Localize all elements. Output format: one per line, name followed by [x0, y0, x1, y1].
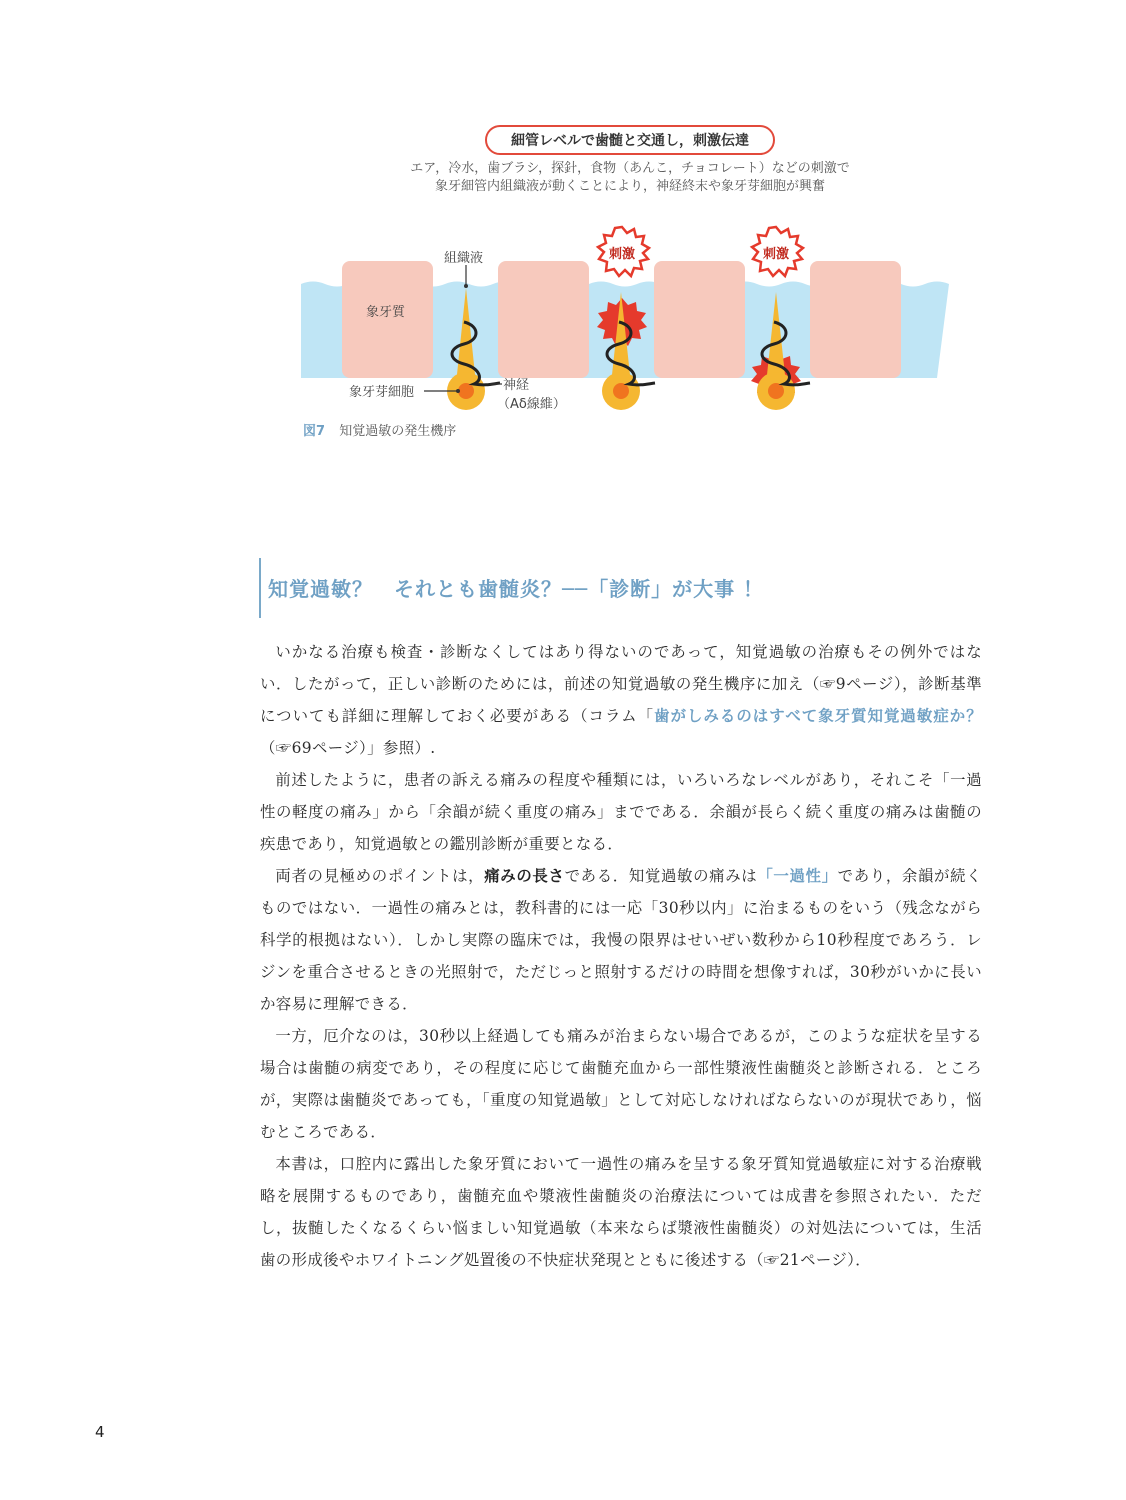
nerve-label: 神経	[503, 378, 530, 393]
paragraph: 本書は，口腔内に露出した象牙質において一過性の痛みを呈する象牙質知覚過敏症に対する治療戦略を展開するものであり，歯髄充血や漿液性歯髄炎の治療法については成書を参照されたい．ただし，抜髄したくなるくらい悩ましい知覚過敏（本来ならば漿液性歯髄炎）の対処法については，生活歯の形成後やホワイトニング処置後の不快症状発現とともに後述する（☞21ページ）．	[260, 1155, 982, 1269]
dentin-block	[810, 261, 901, 378]
paragraph: 前述したように，患者の訴える痛みの程度や種類には，いろいろなレベルがあり，それこそ「一過性の軽度の痛み」から「余韻が続く重度の痛み」までである．余韻が長らく続く重度の痛みは歯髄の疾患であり，知覚過敏との鑑別診断が重要となる．	[260, 771, 982, 853]
fluid-label: 組織液	[444, 251, 484, 266]
figure-description-line: エア，冷水，歯ブラシ，探針，食物（あんこ，チョコレート）などの刺激で	[410, 161, 850, 176]
hypersensitivity-mechanism-diagram	[0, 0, 1126, 460]
paragraph-text: いかなる治療も検査・診断なくしてはあり得ないのであって，知覚過敏の治療もその例外ではない．したがって，正しい診断のためには，前述の知覚過敏の発生機序に加え（☞9ページ），診断基準についても詳細に理解しておく必要がある（コラム「	[260, 643, 982, 725]
section-accent-bar	[259, 558, 261, 618]
paragraph: 一方，厄介なのは，30秒以上経過しても痛みが治まらない場合であるが，このような症状を呈する場合は歯髄の病変であり，その程度に応じて歯髄充血から一部性漿液性歯髄炎と診断される．ところが，実際は歯髄炎であっても，「重度の知覚過敏」として対応しなければならないのが現状であり，悩むところである．	[260, 1027, 982, 1141]
highlight-text: 「一過性」	[757, 867, 838, 885]
paragraph-text: 両者の見極めのポイントは，	[275, 867, 485, 885]
odontoblast-label: 象牙芽細胞	[349, 385, 415, 400]
stimulus-label: 刺激	[608, 247, 636, 262]
article-body	[260, 636, 982, 1276]
column-reference: 歯がしみるのはすべて象牙質知覚過敏症か？	[654, 707, 982, 725]
figure-header-text: 細管レベルで歯髄と交通し，刺激伝達	[511, 133, 749, 149]
paragraph	[260, 636, 982, 764]
figure-number: 図7	[303, 424, 326, 439]
stimulus-label: 刺激	[762, 247, 790, 262]
emphasis-text: 痛みの長さ	[484, 867, 565, 885]
paragraph-text: （☞69ページ）」参照）.	[260, 739, 436, 757]
page-number: 4	[95, 1423, 105, 1441]
nerve-type-label: （Aδ線維）	[497, 397, 566, 412]
section-title: 知覚過敏？ それとも歯髄炎？──「診断」が大事 ！	[268, 577, 765, 601]
dentin-label: 象牙質	[366, 305, 406, 320]
odontoblast-nucleus	[613, 383, 629, 399]
figure-caption	[303, 420, 456, 439]
paragraph-text: である．知覚過敏の痛みは	[564, 867, 758, 885]
paragraph-text: であり，余韻が続くものではない．一過性の痛みとは，教科書的には一応「30秒以内」に治まるものをいう（残念ながら科学的根拠はない）．しかし実際の臨床では，我慢の限界はせいぜい数秒から10秒程度であろう．レジンを重合させるときの光照射で，ただじっと照射するだけの時間を想像すれば，30秒がいかに長いか容易に理解できる．	[260, 867, 982, 1013]
paragraph	[260, 860, 982, 1020]
odontoblast-nucleus	[458, 383, 474, 399]
dentin-block	[654, 261, 745, 378]
odontoblast-nucleus	[768, 383, 784, 399]
figure-caption-text: 知覚過敏の発生機序	[339, 424, 457, 439]
dentin-block	[498, 261, 589, 378]
figure-description-line: 象牙細管内組織液が動くことにより，神経終末や象牙芽細胞が興奮	[434, 179, 825, 194]
